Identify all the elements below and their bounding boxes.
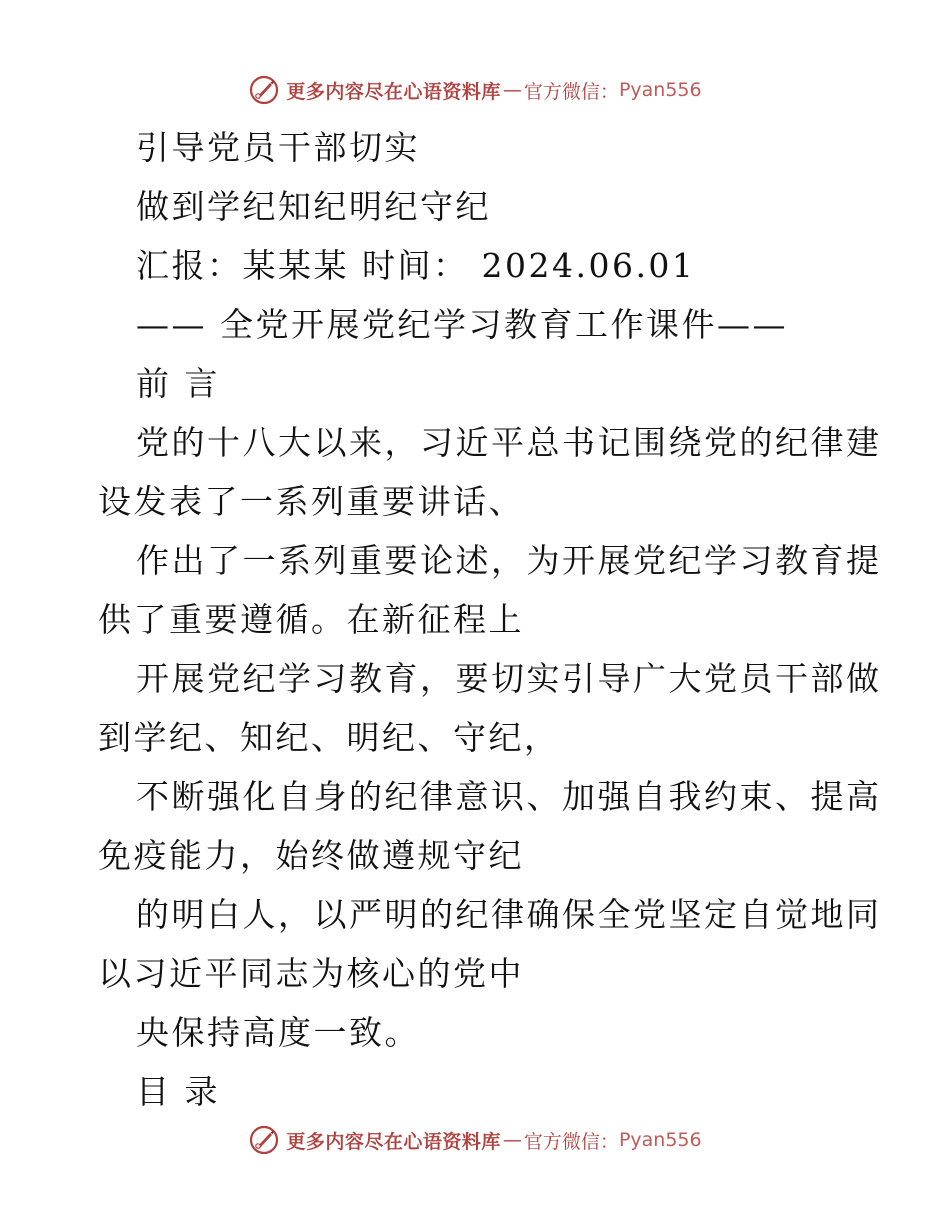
watermark-wechat-label: 官方微信： (523, 80, 619, 103)
paragraph-line: 开展党纪学习教育，要切实引导广大党员干部做 (136, 659, 882, 698)
paragraph-line: 不断强化自身的纪律意识、加强自我约束、提高 (136, 777, 882, 816)
watermark-wechat-label: 官方微信： (523, 1130, 619, 1153)
doc-subtitle: —— 全党开展党纪学习教育工作课件—— (136, 305, 788, 344)
paragraph-line: 的明白人，以严明的纪律确保全党坚定自觉地同 (136, 895, 882, 934)
watermark-wechat-id: Pyan556 (618, 79, 702, 101)
paragraph-line: 到学纪、知纪、明纪、守纪， (98, 718, 560, 757)
paragraph-line: 供了重要遵循。在新征程上 (98, 600, 524, 639)
section-heading-contents: 目 录 (136, 1072, 220, 1111)
watermark-site-name: 更多内容尽在心语资料库 (286, 80, 501, 103)
section-heading-preface: 前 言 (136, 364, 220, 403)
quill-pen-logo-icon (248, 1124, 280, 1156)
quill-pen-logo-icon (248, 74, 280, 106)
watermark-header (0, 72, 950, 108)
paragraph-line: 免疫能力，始终做遵规守纪 (98, 836, 524, 875)
doc-reporter-date: 汇报：某某某 时间： 2024.06.01 (136, 246, 696, 285)
watermark-wechat-id: Pyan556 (618, 1129, 702, 1151)
doc-title-line-2: 做到学纪知纪明纪守纪 (136, 187, 491, 226)
watermark-footer (0, 1122, 950, 1158)
paragraph-line: 党的十八大以来，习近平总书记围绕党的纪律建 (136, 423, 882, 462)
paragraph-line: 作出了一系列重要论述，为开展党纪学习教育提 (136, 541, 882, 580)
watermark-dash: — (502, 79, 522, 101)
paragraph-line: 设发表了一系列重要讲话、 (98, 482, 524, 521)
watermark-dash: — (502, 1129, 522, 1151)
doc-title-line-1: 引导党员干部切实 (136, 128, 420, 167)
document-body (98, 118, 882, 1121)
watermark-site-name: 更多内容尽在心语资料库 (286, 1130, 501, 1153)
paragraph-line: 央保持高度一致。 (136, 1013, 420, 1052)
paragraph-line: 以习近平同志为核心的党中 (98, 954, 524, 993)
